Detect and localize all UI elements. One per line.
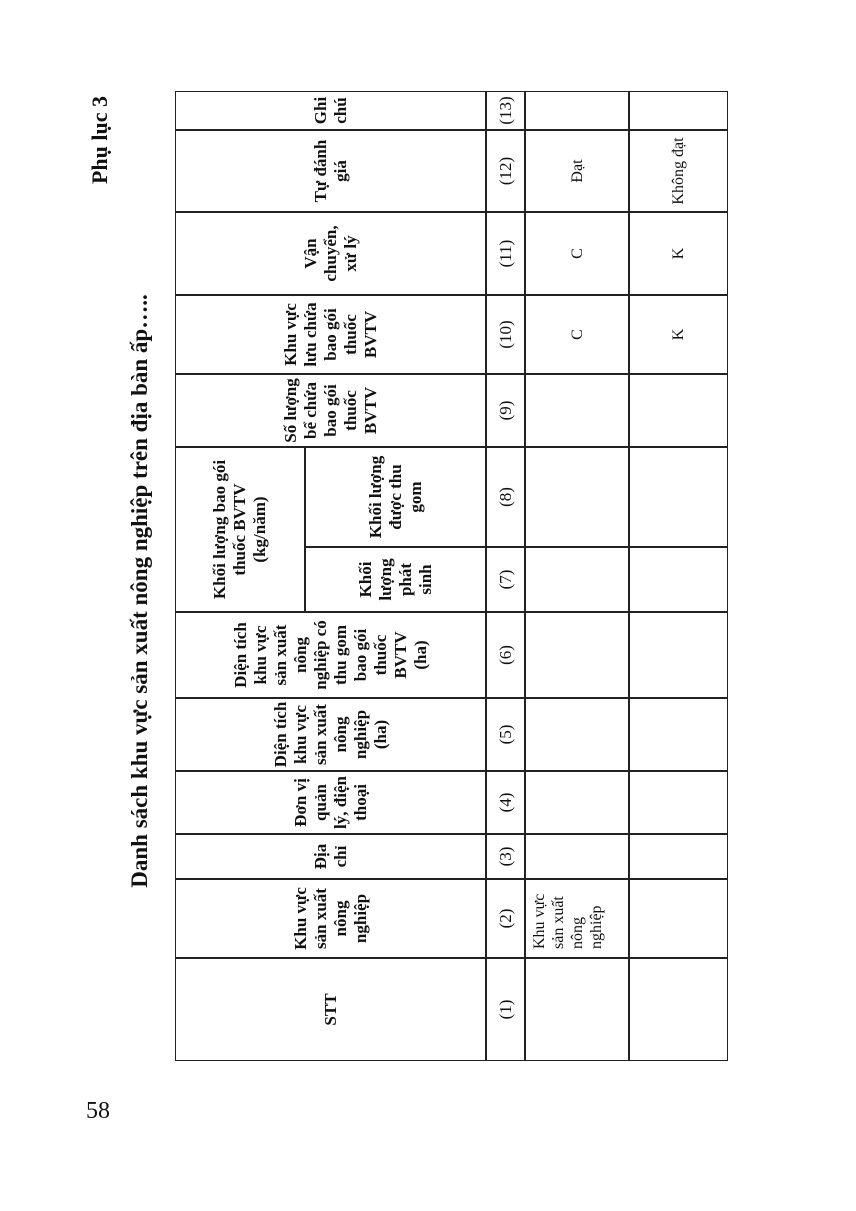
appendix-label: Phụ lục 3: [87, 96, 112, 185]
header-dien-tich: Diện tích khu vực sản xuất nông nghiệp (ha): [175, 698, 486, 771]
column-number: (3): [486, 834, 525, 879]
table-cell-tu-danh-gia: Đạt: [525, 130, 629, 212]
column-number: (5): [486, 698, 525, 771]
header-tu-danh-gia: Tự đánh giá: [175, 130, 486, 212]
header-khoi-luong-group: Khối lượng bao gói thuốc BVTV (kg/năm): [175, 447, 305, 612]
column-number: (9): [486, 374, 525, 447]
column-number: (4): [486, 771, 525, 834]
data-table-rows: [175, 91, 728, 1061]
header-van-chuyen: Vận chuyển, xử lý: [175, 212, 486, 295]
header-ghi-chu: Ghi chú: [175, 91, 486, 130]
header-stt: STT: [175, 958, 486, 1061]
header-khu-vuc-luu-chua: Khu vực lưu chứa bao gói thuốc BVTV: [175, 295, 486, 374]
table-cell-van-chuyen: C: [525, 212, 629, 295]
column-number: (2): [486, 879, 525, 958]
column-number: (10): [486, 295, 525, 374]
column-number: (6): [486, 612, 525, 698]
table-cell-van-chuyen: K: [629, 212, 728, 295]
column-number: (12): [486, 130, 525, 212]
header-khu-vuc: Khu vực sản xuất nông nghiệp: [175, 879, 486, 958]
header-so-luong-be: Số lượng bể chứa bao gói thuốc BVTV: [175, 374, 486, 447]
column-number: (11): [486, 212, 525, 295]
header-dia-chi: Địa chỉ: [175, 834, 486, 879]
page-number: 58: [86, 1098, 110, 1124]
column-number: (7): [486, 547, 525, 612]
table-cell-luu-chua: K: [629, 295, 728, 374]
header-khoi-luong-thu-gom: Khối lượng được thu gom: [305, 447, 486, 547]
document-title: Danh sách khu vực sản xuất nông nghiệp trên địa bàn ấp…..: [127, 294, 152, 888]
column-number: (13): [486, 91, 525, 130]
header-don-vi: Đơn vị quản lý, điện thoại: [175, 771, 486, 834]
table-cell-luu-chua: C: [525, 295, 629, 374]
table-cell-tu-danh-gia: Không đạt: [629, 130, 728, 212]
table-cell-khu-vuc: Khu vực sản xuất nông nghiệp: [525, 879, 629, 958]
header-khoi-luong-phat-sinh: Khối lượng phát sinh: [305, 547, 486, 612]
column-number: (1): [486, 958, 525, 1061]
column-number: (8): [486, 447, 525, 547]
header-dien-tich-thu-gom: Diện tích khu vực sản xuất nông nghiệp có thu gom bao gói thuốc BVTV (ha): [175, 612, 486, 698]
